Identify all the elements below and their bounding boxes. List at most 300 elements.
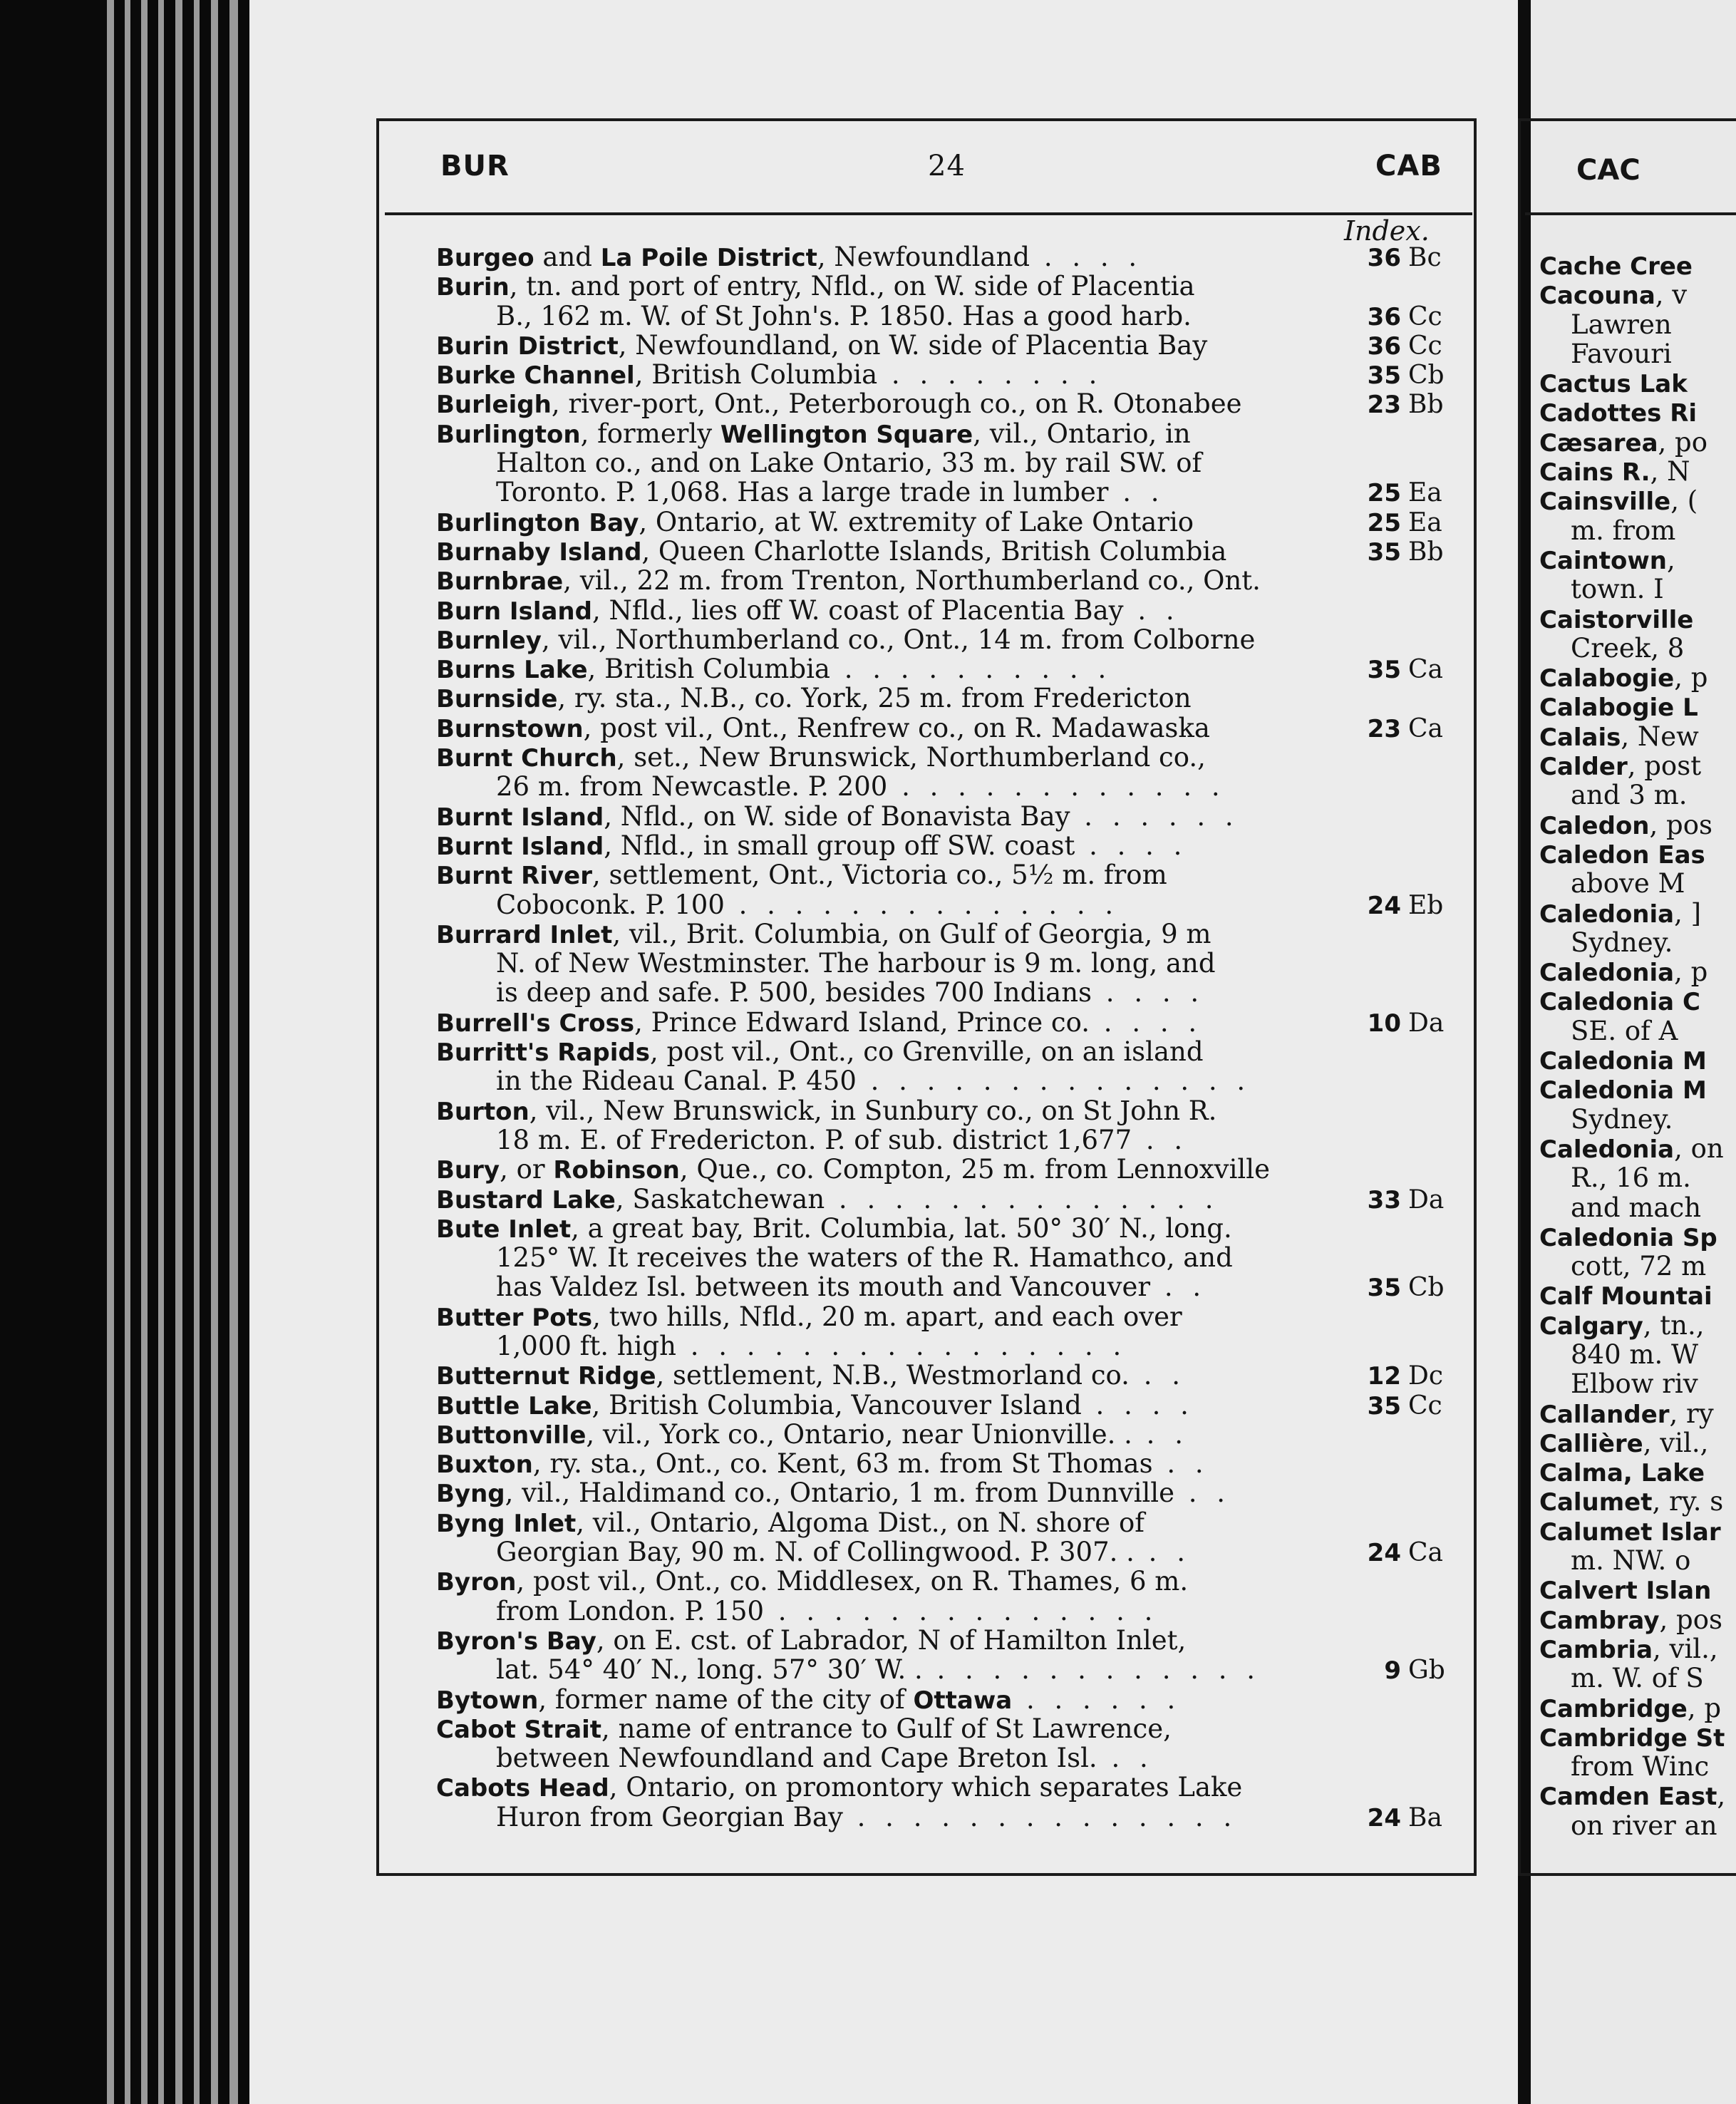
entry-headword: Burritt's Rapids <box>436 1038 650 1068</box>
entry-line <box>436 654 1442 684</box>
entry-line <box>436 301 1442 331</box>
map-index-square: Cb <box>1408 1273 1445 1303</box>
right-entry-headword: Calgary <box>1539 1311 1643 1341</box>
map-index <box>1364 301 1442 332</box>
entry-text: , Ontario, at W. extremity of Lake Ontario <box>639 506 1194 537</box>
right-entry-text: , vil., <box>1643 1427 1709 1458</box>
right-entry-line <box>1539 1222 1736 1252</box>
map-index-number: 36 <box>1367 302 1401 331</box>
entry-line <box>436 331 1442 360</box>
entry-text: has Valdez Isl. between its mouth and Vancouver <box>496 1272 1151 1303</box>
entry-headword: Burin <box>436 273 510 302</box>
entry-line <box>436 1331 1442 1361</box>
right-entry-text: , po <box>1658 426 1708 458</box>
entry-text: , on E. cst. of Labrador, N of Hamilton Inlet, <box>596 1624 1187 1656</box>
right-entry-text: , vil., <box>1653 1633 1718 1664</box>
right-entry-text: and mach <box>1571 1192 1702 1223</box>
index-column-label: Index. <box>1344 215 1430 247</box>
right-entry-line <box>1539 1517 1736 1546</box>
right-entry-text: , p <box>1674 956 1708 988</box>
right-page-entries <box>1539 251 1736 1840</box>
entry-headword: Burnley <box>436 626 542 655</box>
leader-dots: . . . . . . . . <box>877 359 1103 391</box>
entry-text: Coboconk. P. 100 <box>496 889 725 920</box>
right-entry-line <box>1539 1369 1736 1398</box>
entry-line <box>436 684 1442 713</box>
map-index <box>1364 1008 1445 1038</box>
map-index <box>1364 1272 1445 1303</box>
entry-text: Toronto. P. 1,068. Has a large trade in lumber <box>496 477 1109 508</box>
entry-text: , Ontario, on promontory which separates Lake <box>609 1772 1243 1803</box>
entry-headword: Butternut Ridge <box>436 1362 656 1391</box>
map-index <box>1364 331 1442 361</box>
right-entry-headword: Calabogie <box>1539 664 1675 693</box>
leader-dots: . . <box>1174 1478 1231 1509</box>
entry-text: , Nfld., lies off W. coast of Placentia Bay <box>591 594 1124 626</box>
entry-line <box>436 1214 1442 1243</box>
right-entry-headword: Cainsville <box>1539 488 1671 517</box>
entry-headword: Burlington Bay <box>436 508 639 537</box>
leader-dots: . . . . . . . . . . . . <box>887 771 1226 803</box>
entry-line <box>436 625 1442 654</box>
right-entry-line <box>1539 1546 1736 1575</box>
right-entry-headword: Caledon <box>1539 811 1650 840</box>
entry-line <box>436 1096 1442 1125</box>
leader-dots: . . <box>1132 1124 1189 1155</box>
entry-headword: Burgeo <box>436 244 534 272</box>
entry-text: , Nfld., in small group off SW. coast <box>604 830 1075 861</box>
entry-text: , Nfld., on W. side of Bonavista Bay <box>604 800 1070 832</box>
right-entry-line <box>1539 1134 1736 1163</box>
entry-line <box>436 1302 1442 1331</box>
right-entry-text: , <box>1666 544 1675 575</box>
right-entry-line <box>1539 1399 1736 1428</box>
entry-line <box>436 1155 1442 1184</box>
entry-text: , tn. and port of entry, Nfld., on W. side of Placentia <box>509 271 1195 302</box>
right-entry-text: , pos <box>1659 1604 1722 1635</box>
map-index-number: 24 <box>1367 1803 1401 1832</box>
map-index <box>1364 1803 1442 1833</box>
leader-dots: . . . . <box>1090 1006 1203 1038</box>
entry-text: , river-port, Ont., Peterborough co., on R. Otonabee <box>551 388 1242 420</box>
right-entry-text: m. W. of S <box>1571 1663 1704 1694</box>
right-entry-line <box>1539 1252 1736 1281</box>
entry-headword: Burnt River <box>436 862 593 891</box>
entry-headword: Burnaby Island <box>436 537 642 567</box>
map-index-square: Eb <box>1408 890 1444 920</box>
right-entry-headword: Caledonia <box>1539 1135 1675 1164</box>
leader-dots: . . . . . . . . . . <box>830 654 1112 685</box>
entry-text: , vil., 22 m. from Trenton, Northumberland co., Ont. <box>563 565 1261 597</box>
leader-dots: . . <box>1108 477 1165 508</box>
leader-dots: . . . . . . . . . . . . . . . . <box>676 1330 1127 1361</box>
entry-text: , vil., Brit. Columbia, on Gulf of Georgia, 9 m <box>612 918 1211 949</box>
right-entry-headword: Caledonia M <box>1539 1047 1707 1076</box>
right-entry-headword: Calais <box>1539 723 1621 752</box>
right-entry-line <box>1539 1428 1736 1458</box>
right-entry-text: m. from <box>1571 515 1676 546</box>
header-rule <box>385 212 1472 215</box>
entry-text: , British Columbia, Vancouver Island <box>591 1389 1082 1420</box>
entry-headword: Byron <box>436 1568 517 1597</box>
entry-line <box>436 831 1442 860</box>
entry-line <box>436 1803 1442 1832</box>
map-index <box>1364 507 1442 538</box>
map-index <box>1364 242 1442 273</box>
entry-line <box>436 1125 1442 1155</box>
right-entry-line <box>1539 692 1736 721</box>
right-entry-line <box>1539 1458 1736 1487</box>
entry-line <box>436 359 1445 391</box>
entry-text: , ry. sta., N.B., co. York, 25 m. from Fredericton <box>557 683 1192 714</box>
entry-line <box>436 860 1442 889</box>
right-entry-headword: Cache Cree <box>1539 252 1693 281</box>
entry-line <box>436 1597 1442 1626</box>
right-entry-headword: Caistorville <box>1539 605 1694 634</box>
map-index-number: 36 <box>1367 244 1401 272</box>
map-index <box>1364 1391 1442 1421</box>
right-entry-line <box>1539 251 1736 280</box>
right-entry-line <box>1539 1693 1736 1723</box>
map-index-number: 10 <box>1367 1009 1401 1038</box>
right-entry-text: above M <box>1571 868 1685 899</box>
right-entry-headword: Caledonia M <box>1539 1076 1707 1105</box>
map-index <box>1364 1185 1445 1215</box>
right-entry-headword: Calumet Islar <box>1539 1517 1721 1547</box>
entry-headword: Burnt Church <box>436 744 617 773</box>
map-index-number: 35 <box>1367 656 1401 685</box>
map-index-square: Ca <box>1408 1538 1444 1568</box>
map-index-square: Ea <box>1408 507 1442 537</box>
header-right-guide-word: CAB <box>1375 150 1442 182</box>
entry-headword: Burrard Inlet <box>436 920 613 949</box>
right-entry-text: , ( <box>1670 485 1698 517</box>
entry-text: N. of New Westminster. The harbour is 9 m. long, and <box>496 948 1216 979</box>
entry-headword: Butter Pots <box>436 1303 593 1332</box>
entry-line <box>436 566 1442 595</box>
leader-dots: . . . . <box>1092 977 1205 1009</box>
entry-line <box>436 1685 1442 1714</box>
entry-text: , Que., co. Compton, 25 m. from Lennoxville <box>679 1154 1270 1185</box>
right-entry-headword: Caintown <box>1539 546 1667 575</box>
entry-text: , post vil., Ont., co Grenville, on an island <box>650 1036 1204 1068</box>
map-index-square: Ba <box>1408 1803 1442 1832</box>
entry-text: , vil., Northumberland co., Ont., 14 m. from Colborne <box>541 624 1256 655</box>
right-entry-line <box>1539 663 1736 692</box>
entry-text: , post vil., Ont., co. Middlesex, on R. Thames, 6 m. <box>516 1566 1189 1597</box>
right-entry-line <box>1539 1723 1736 1752</box>
entry-headword: Robinson <box>553 1156 680 1185</box>
entry-line <box>436 1508 1442 1537</box>
right-entry-text: , New <box>1621 721 1699 752</box>
entry-line <box>436 772 1442 801</box>
right-entry-line <box>1539 368 1736 398</box>
right-entry-text: , <box>1717 1780 1726 1812</box>
right-entry-headword: Calvert Islan <box>1539 1577 1712 1606</box>
page-edge-line <box>229 0 238 2104</box>
right-entry-headword: Cactus Lak <box>1539 370 1688 399</box>
right-entry-line <box>1539 634 1736 663</box>
entry-line <box>436 949 1442 978</box>
right-entry-line <box>1539 899 1736 928</box>
entry-line <box>436 1567 1442 1596</box>
header-left-guide-word: BUR <box>440 150 510 182</box>
right-entry-line <box>1539 780 1736 810</box>
right-entry-line <box>1539 310 1736 339</box>
leader-dots: . . <box>1132 1418 1189 1450</box>
map-index-number: 36 <box>1367 331 1401 361</box>
leader-dots: . . <box>1150 1272 1207 1303</box>
entry-text: 26 m. from Newcastle. P. 200 <box>496 771 888 803</box>
entry-headword: Wellington Square <box>720 420 973 449</box>
map-index-square: Cc <box>1408 331 1442 361</box>
map-index-square: Da <box>1408 1008 1445 1038</box>
map-index-square: Bb <box>1408 390 1444 420</box>
book-edges <box>0 0 257 2104</box>
page-edge-line <box>194 0 200 2104</box>
right-entry-line <box>1539 810 1736 840</box>
right-entry-line <box>1539 1311 1736 1340</box>
page-edge-line <box>107 0 114 2104</box>
entry-line <box>436 1478 1442 1507</box>
entry-text: , two hills, Nfld., 20 m. apart, and each over <box>592 1301 1182 1332</box>
entry-line <box>436 802 1442 831</box>
leader-dots: . . <box>1152 1448 1209 1480</box>
entry-line <box>436 1272 1445 1303</box>
right-entry-text: , p <box>1687 1692 1722 1723</box>
right-entry-text: cott, 72 m <box>1571 1251 1707 1282</box>
entry-line <box>436 389 1442 418</box>
map-index-number: 24 <box>1367 891 1401 920</box>
entry-line <box>436 272 1442 301</box>
right-entry-line <box>1539 1811 1736 1840</box>
entry-text: in the Rideau Canal. P. 450 <box>496 1066 857 1097</box>
entry-text: Halton co., and on Lake Ontario, 33 m. by rail SW. of <box>496 448 1202 479</box>
entry-text: and <box>534 242 601 272</box>
entry-headword: Buttle Lake <box>436 1391 592 1420</box>
right-entry-line <box>1539 1781 1736 1810</box>
entry-text: between Newfoundland and Cape Breton Isl. <box>496 1743 1097 1774</box>
right-entry-line <box>1539 516 1736 545</box>
map-index <box>1364 1655 1445 1686</box>
right-entry-headword: Calabogie L <box>1539 693 1698 723</box>
entry-headword: Burrell's Cross <box>436 1009 635 1038</box>
right-entry-headword: Callière <box>1539 1429 1643 1458</box>
leader-dots: . . . . <box>1075 830 1188 861</box>
entry-headword: Buttonville <box>436 1420 587 1450</box>
entry-line <box>436 596 1442 625</box>
right-entry-line <box>1539 869 1736 898</box>
entry-text: lat. 54° 40′ N., long. 57° 30′ W. . <box>496 1654 923 1686</box>
leader-dots: . . . . . . . . . . . . . . <box>842 1801 1238 1832</box>
entry-headword: Bustard Lake <box>436 1185 616 1215</box>
right-entry-text: , ry. s <box>1652 1486 1724 1517</box>
entry-text: , Newfoundland <box>817 242 1030 272</box>
entry-line <box>436 1714 1442 1743</box>
right-entry-line <box>1539 1193 1736 1222</box>
entry-line <box>436 1537 1442 1567</box>
leader-dots: . . . . . . <box>1070 800 1239 832</box>
right-entry-line <box>1539 574 1736 604</box>
right-entry-line <box>1539 751 1736 780</box>
entry-text: , a great bay, Brit. Columbia, lat. 50° 30′ N., long. <box>571 1212 1232 1244</box>
entry-text: , settlement, Ont., Victoria co., 5½ m. from <box>592 860 1167 891</box>
right-entry-headword: Callander <box>1539 1400 1670 1429</box>
entry-line <box>436 1243 1442 1272</box>
right-entry-text: m. NW. o <box>1571 1545 1691 1577</box>
gazetteer-entries <box>436 242 1445 1832</box>
entry-line <box>436 919 1442 949</box>
leader-dots: . . . . . . <box>1012 1683 1182 1715</box>
right-entry-line <box>1539 1340 1736 1369</box>
map-index <box>1364 537 1442 567</box>
entry-text: 1,000 ft. high <box>496 1330 676 1361</box>
map-index <box>1364 654 1442 685</box>
right-entry-text: , ] <box>1674 897 1702 929</box>
entry-headword: Burin District <box>436 331 619 361</box>
right-entry-headword: Cambray <box>1539 1606 1660 1635</box>
entry-headword: Burnstown <box>436 714 584 743</box>
entry-line <box>436 1654 1445 1686</box>
map-index-square: Cc <box>1408 301 1442 331</box>
right-entry-text: , p <box>1674 662 1708 693</box>
leader-dots: . . . . . . . . . . . . . . <box>724 889 1120 920</box>
right-entry-line <box>1539 604 1736 634</box>
leader-dots: . . . . <box>1030 242 1143 272</box>
entry-text: , ry. sta., Ont., co. Kent, 63 m. from St Thomas <box>532 1448 1153 1480</box>
entry-text: , Saskatchewan <box>615 1183 825 1215</box>
entry-text: , Prince Edward Island, Prince co. <box>634 1006 1090 1038</box>
map-index-number: 35 <box>1367 537 1401 567</box>
entry-line <box>436 1420 1442 1449</box>
map-index-number: 23 <box>1367 391 1401 420</box>
entry-text: , formerly <box>580 418 720 449</box>
right-entry-headword: Cadottes Ri <box>1539 399 1698 428</box>
right-entry-headword: Caledonia Sp <box>1539 1223 1717 1252</box>
right-entry-line <box>1539 398 1736 427</box>
entry-line <box>436 448 1442 478</box>
map-index <box>1364 890 1442 921</box>
entry-headword: Ottawa <box>913 1686 1013 1715</box>
entry-line <box>436 419 1442 448</box>
right-entry-line <box>1539 1487 1736 1516</box>
entry-line <box>436 1743 1442 1773</box>
right-entry-headword: Calder <box>1539 753 1628 782</box>
entry-headword: Bute Inlet <box>436 1215 572 1244</box>
entry-text: , or <box>500 1154 554 1185</box>
right-entry-headword: Caledon Eas <box>1539 840 1705 870</box>
entry-headword: Byng <box>436 1480 505 1509</box>
right-entry-headword: Caledonia <box>1539 899 1675 929</box>
right-entry-headword: Caledonia <box>1539 959 1675 988</box>
right-entry-line <box>1539 1575 1736 1604</box>
map-index-number: 25 <box>1367 508 1401 537</box>
right-entry-text: from Winc <box>1571 1751 1710 1783</box>
map-index <box>1364 360 1445 391</box>
leader-dots: . . <box>1129 1360 1186 1391</box>
right-entry-text: town. I <box>1571 574 1664 605</box>
entry-line <box>436 978 1442 1007</box>
entry-line <box>436 537 1442 566</box>
right-entry-line <box>1539 545 1736 574</box>
right-entry-headword: Cæsarea <box>1539 428 1658 458</box>
right-entry-headword: Cains R. <box>1539 458 1650 488</box>
map-index-square: Da <box>1408 1185 1445 1215</box>
entry-text: from London. P. 150 <box>496 1595 765 1626</box>
entry-line <box>436 1183 1445 1215</box>
right-entry-line <box>1539 722 1736 751</box>
entry-text: , vil., Ontario, Algoma Dist., on N. shore of <box>576 1507 1145 1538</box>
right-entry-line <box>1539 1016 1736 1046</box>
entry-line <box>436 1773 1442 1802</box>
map-index-number: 33 <box>1367 1185 1401 1215</box>
entry-headword: Bytown <box>436 1686 539 1715</box>
map-index-number: 12 <box>1367 1362 1401 1391</box>
right-entry-line <box>1539 840 1736 869</box>
map-index <box>1364 1361 1442 1391</box>
page-edge-line <box>125 0 130 2104</box>
right-entry-line <box>1539 339 1736 368</box>
entry-text: 18 m. E. of Fredericton. P. of sub. district 1,677 <box>496 1124 1132 1155</box>
entry-line <box>436 507 1442 537</box>
entry-headword: Cabots Head <box>436 1774 609 1803</box>
leader-dots: . . <box>1134 1537 1191 1568</box>
right-entry-text: , v <box>1655 279 1688 311</box>
right-entry-text: on river an <box>1571 1810 1717 1841</box>
right-entry-headword: Cambria <box>1539 1635 1653 1664</box>
entry-text: , post vil., Ont., Renfrew co., on R. Madawaska <box>583 712 1210 743</box>
entry-line <box>436 890 1442 919</box>
right-entry-line <box>1539 1105 1736 1134</box>
entry-headword: Burke Channel <box>436 361 635 391</box>
entry-headword: Buxton <box>436 1450 533 1480</box>
map-index-number: 25 <box>1367 479 1401 508</box>
right-entry-line <box>1539 1163 1736 1192</box>
map-index-number: 24 <box>1367 1539 1401 1568</box>
entry-text: , British Columbia <box>634 359 878 391</box>
leader-dots: . . . . . . . . . . . . <box>922 1654 1261 1686</box>
entry-text: , vil., New Brunswick, in Sunbury co., on St John R. <box>529 1095 1217 1126</box>
entry-text: B., 162 m. W. of St John's. P. 1850. Has a good harb. <box>496 300 1192 331</box>
right-entry-headword: Cambridge <box>1539 1694 1688 1723</box>
entry-text: , settlement, N.B., Westmorland co. <box>656 1360 1130 1391</box>
entry-text: , name of entrance to Gulf of St Lawrence, <box>601 1713 1172 1744</box>
entry-text: , vil., Ontario, in <box>973 418 1191 449</box>
leader-dots: . . <box>1123 594 1180 626</box>
right-entry-line <box>1539 486 1736 515</box>
right-entry-text: , on <box>1674 1133 1724 1164</box>
entry-text: Georgian Bay, 90 m. N. of Collingwood. P. 307. . <box>496 1537 1135 1568</box>
right-entry-text: Creek, 8 <box>1571 632 1685 664</box>
entry-text: , vil., York co., Ontario, near Unionville. . <box>586 1418 1132 1450</box>
map-index <box>1364 389 1442 420</box>
right-entry-text: , pos <box>1649 809 1712 840</box>
entry-headword: Burnbrae <box>436 567 564 597</box>
right-entry-headword: Caledonia C <box>1539 988 1700 1017</box>
right-entry-line <box>1539 428 1736 457</box>
map-index-square: Ca <box>1408 713 1444 743</box>
right-entry-text: 840 m. W <box>1571 1339 1699 1370</box>
right-entry-line <box>1539 1046 1736 1075</box>
entry-line <box>436 1037 1442 1066</box>
entry-text: , Queen Charlotte Islands, British Columbia <box>641 535 1227 567</box>
entry-headword: Burlington <box>436 420 581 449</box>
entry-headword: Cabot Strait <box>436 1715 602 1744</box>
map-index-square: Cc <box>1408 1391 1442 1420</box>
entry-headword: Byron's Bay <box>436 1626 596 1656</box>
entry-line <box>436 1006 1445 1038</box>
map-index-square: Dc <box>1408 1361 1444 1391</box>
